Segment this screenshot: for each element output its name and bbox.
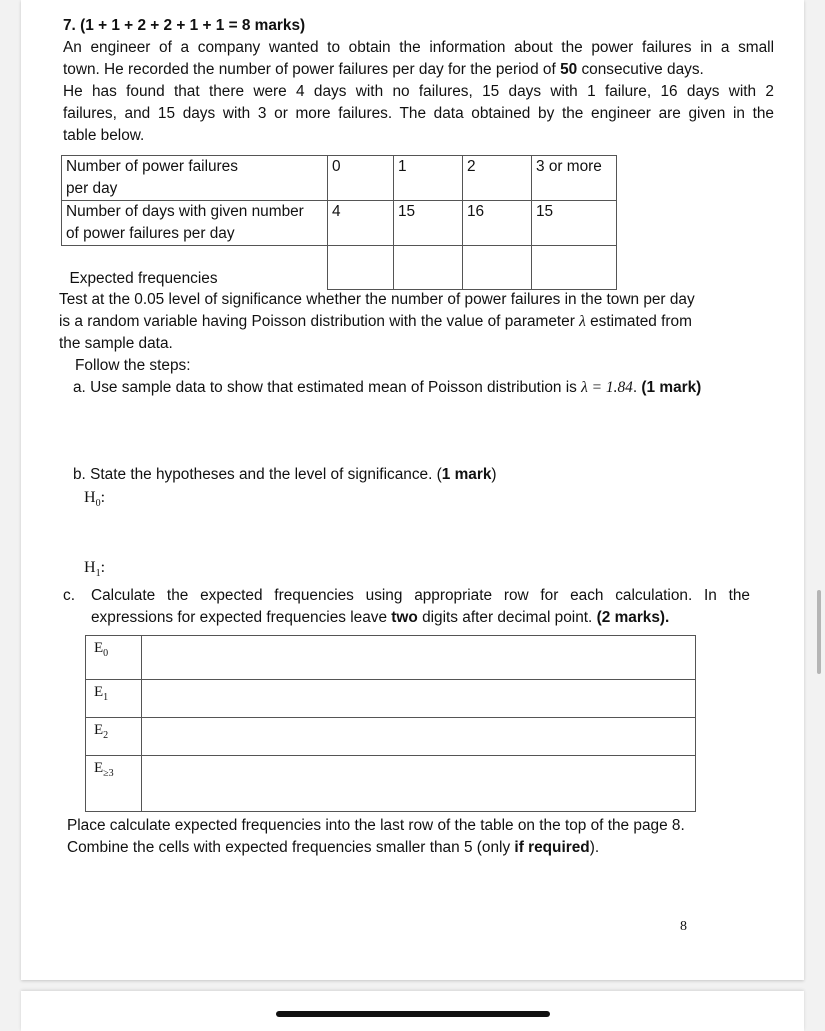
e3-label <box>86 756 141 779</box>
table-row <box>86 680 696 718</box>
intro-line-1: An engineer of a company wanted to obtain the information about the power failures in a small <box>63 39 774 56</box>
e1-base: E <box>94 684 104 700</box>
test-line-2 <box>59 311 692 333</box>
row2-label-line-b: of power failures per day <box>66 225 235 242</box>
table-cell-empty <box>532 246 617 290</box>
part-c-line-2-bold: two <box>391 609 418 626</box>
part-c-line-2-pre: expressions for expected frequencies leave <box>91 609 388 626</box>
part-b-text: b. State the hypotheses and the level of significance. <box>73 466 433 483</box>
table-cell-empty <box>394 246 463 290</box>
row1-label-line-a: Number of power failures <box>66 158 238 175</box>
e0-base: E <box>94 640 104 656</box>
test-line-2-text: is a random variable having Poisson distribution with the value of parameter <box>59 313 575 330</box>
h1-base: H <box>84 559 96 576</box>
part-a-dot: . <box>632 379 638 396</box>
part-c-line-2-post: digits after decimal point. <box>422 609 593 626</box>
test-line-2-tail: estimated from <box>590 313 692 330</box>
table-cell-label <box>62 156 328 201</box>
part-b <box>73 464 497 486</box>
e1-sub: 1 <box>103 692 109 703</box>
lambda-symbol: λ <box>579 313 586 330</box>
part-c-label: c. <box>63 587 75 604</box>
table-row <box>86 718 696 756</box>
table-row <box>62 246 617 290</box>
page-number: 8 <box>680 919 687 934</box>
e2-sub: 2 <box>103 730 109 741</box>
e0-sub: 0 <box>103 648 109 659</box>
h0-sub: 0 <box>95 498 101 510</box>
closing-line-2 <box>67 837 599 859</box>
question-heading <box>63 15 305 37</box>
intro-line-3: He has found that there were 4 days with no failures, 15 days with 1 failure, 16 days with 2 <box>63 83 774 100</box>
e2-label <box>86 718 141 741</box>
intro-line-2 <box>63 59 704 81</box>
frequency-table <box>61 155 617 290</box>
table-cell: 3 or more <box>532 156 617 201</box>
part-b-marks-open: ( <box>436 466 442 483</box>
part-c-marks: (2 marks). <box>596 609 670 626</box>
expected-frequencies-table <box>85 635 696 812</box>
e2-base: E <box>94 722 104 738</box>
part-a-marks: (1 mark) <box>641 379 702 396</box>
closing-line-1: Place calculate expected frequencies into the last row of the table on the top of the page 8. <box>67 817 685 834</box>
table-cell: 15 <box>532 201 617 246</box>
home-indicator[interactable] <box>276 1011 550 1017</box>
h1-label <box>84 557 105 585</box>
table-cell-empty <box>463 246 532 290</box>
follow-steps: Follow the steps: <box>75 357 191 374</box>
h0-label <box>84 487 105 515</box>
part-c-line-1: Calculate the expected frequencies using appropriate row for each calculation. In the <box>91 587 750 604</box>
table-row <box>86 636 696 680</box>
intro-line-2-text: town. He recorded the number of power failures per day for the period of <box>63 61 556 78</box>
closing-line-2-bold: if required <box>514 839 590 856</box>
table-row <box>62 201 617 246</box>
part-a-equation: λ = 1.84 <box>581 379 633 396</box>
expected-label-cell <box>86 680 142 718</box>
e2-answer-cell[interactable] <box>142 718 696 756</box>
part-a-text: a. Use sample data to show that estimated mean of Poisson distribution is <box>73 379 577 396</box>
h1-sub: 1 <box>95 568 101 580</box>
e1-label <box>86 680 141 703</box>
row2-label-line-a: Number of days with given number <box>66 203 304 220</box>
test-line-3: the sample data. <box>59 335 173 352</box>
table-row <box>86 756 696 812</box>
table-cell: 0 <box>328 156 394 201</box>
closing-line-2-pre: Combine the cells with expected frequencies smaller than 5 (only <box>67 839 511 856</box>
e3-sub: ≥3 <box>103 768 114 779</box>
table-cell: 2 <box>463 156 532 201</box>
e0-label <box>86 636 141 659</box>
table-row <box>62 156 617 201</box>
closing-line-2-post: ). <box>589 839 600 856</box>
table-cell: 1 <box>394 156 463 201</box>
question-marks: (1 + 1 + 2 + 2 + 1 + 1 = 8 marks) <box>80 17 306 34</box>
table-cell-label: Expected frequencies <box>62 246 328 290</box>
row1-label-line-b: per day <box>66 180 118 197</box>
period-suffix: consecutive days. <box>581 61 704 78</box>
e3-base: E <box>94 760 104 776</box>
scrollbar-thumb[interactable] <box>817 590 821 674</box>
table-cell-label <box>62 201 328 246</box>
intro-line-4: failures, and 15 days with 3 or more failures. The data obtained by the engineer are given in the <box>63 105 774 122</box>
question-number: 7. <box>63 17 76 34</box>
expected-label-cell <box>86 636 142 680</box>
table-cell: 16 <box>463 201 532 246</box>
part-a <box>73 377 701 399</box>
test-line-1: Test at the 0.05 level of significance whether the number of power failures in the town per day <box>59 291 695 308</box>
part-c-line-2 <box>91 607 669 629</box>
expected-label-cell <box>86 718 142 756</box>
h0-colon: : <box>100 489 106 506</box>
table-cell: 15 <box>394 201 463 246</box>
e1-answer-cell[interactable] <box>142 680 696 718</box>
expected-label-cell <box>86 756 142 812</box>
h0-base: H <box>84 489 96 506</box>
table-cell: 4 <box>328 201 394 246</box>
e0-answer-cell[interactable] <box>142 636 696 680</box>
e3-answer-cell[interactable] <box>142 756 696 812</box>
part-b-marks-close: ) <box>491 466 497 483</box>
intro-line-5: table below. <box>63 127 145 144</box>
h1-colon: : <box>100 559 106 576</box>
table-cell-empty <box>328 246 394 290</box>
period-value: 50 <box>560 61 578 78</box>
part-b-marks: 1 mark <box>441 466 492 483</box>
